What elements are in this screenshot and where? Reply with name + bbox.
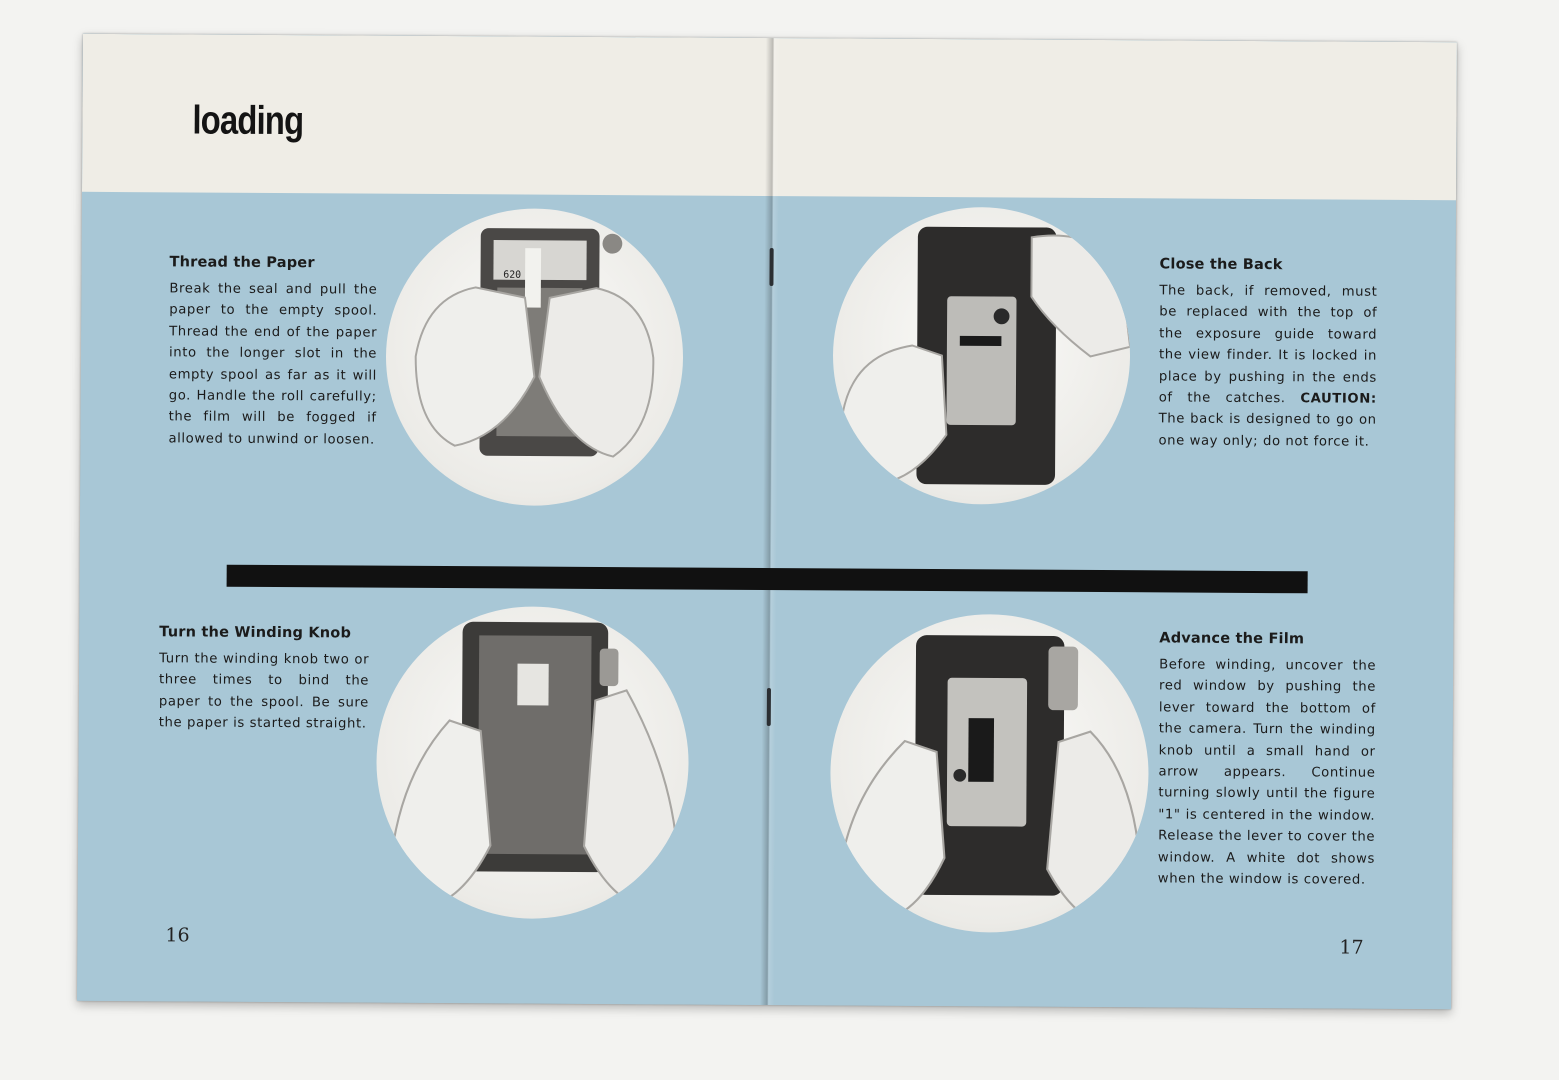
section-thread-paper <box>168 254 377 451</box>
section-body-part-1: The back, if removed, must be replaced with the top of the exposure guide toward the view finder. It is locked in place by pushing in the ends of the catches. <box>1158 283 1378 407</box>
page-number-right: 17 <box>1339 936 1364 959</box>
caution-label: CAUTION: <box>1300 391 1377 407</box>
section-body-part-2: The back is designed to go on one way only; do not force it. <box>1158 411 1377 450</box>
section-body: Break the seal and pull the paper to the empty spool. Thread the end of the paper into the longer slot in the empty spool as far as it will go. Handle the roll carefully; the film will be fogged if allowed to unwind or loosen. <box>168 281 378 448</box>
photo-turn-winding-knob <box>376 606 690 920</box>
hands-closing-camera-image <box>832 206 1131 505</box>
section-heading: Close the Back <box>1159 256 1283 274</box>
section-body: Before winding, uncover the red window by pushing the lever toward the bottom of the camera. Turn the winding knob until a small hand or arrow appears. Continue turning slowly until the figure "1" is centered in the window. Release the lever to cover the window. A white dot shows when the window is covered. <box>1157 657 1377 888</box>
photo-advance-film <box>829 613 1149 933</box>
section-heading: Thread the Paper <box>169 254 315 272</box>
film-number-label: 620 <box>503 269 522 281</box>
section-heading: Turn the Winding Knob <box>159 624 352 642</box>
section-advance-film <box>1158 630 1377 891</box>
hands-advancing-film-image <box>829 613 1149 933</box>
page-number-left: 16 <box>165 924 190 947</box>
booklet-spread <box>77 34 1457 1009</box>
hands-threading-film-image <box>385 208 684 507</box>
section-turn-winding-knob <box>159 624 370 735</box>
section-heading: Advance the Film <box>1159 630 1305 648</box>
hands-winding-knob-image <box>376 606 690 920</box>
section-body: Turn the winding knob two or three times to bind the paper to the spool. Be sure the paper is started straight. <box>158 651 370 732</box>
staple-bottom <box>767 688 771 726</box>
photo-close-back <box>832 206 1131 505</box>
page-title: loading <box>192 98 304 144</box>
section-body <box>1158 280 1377 453</box>
section-close-back <box>1158 256 1377 453</box>
staple-top <box>769 248 773 286</box>
photo-thread-paper <box>385 208 684 507</box>
